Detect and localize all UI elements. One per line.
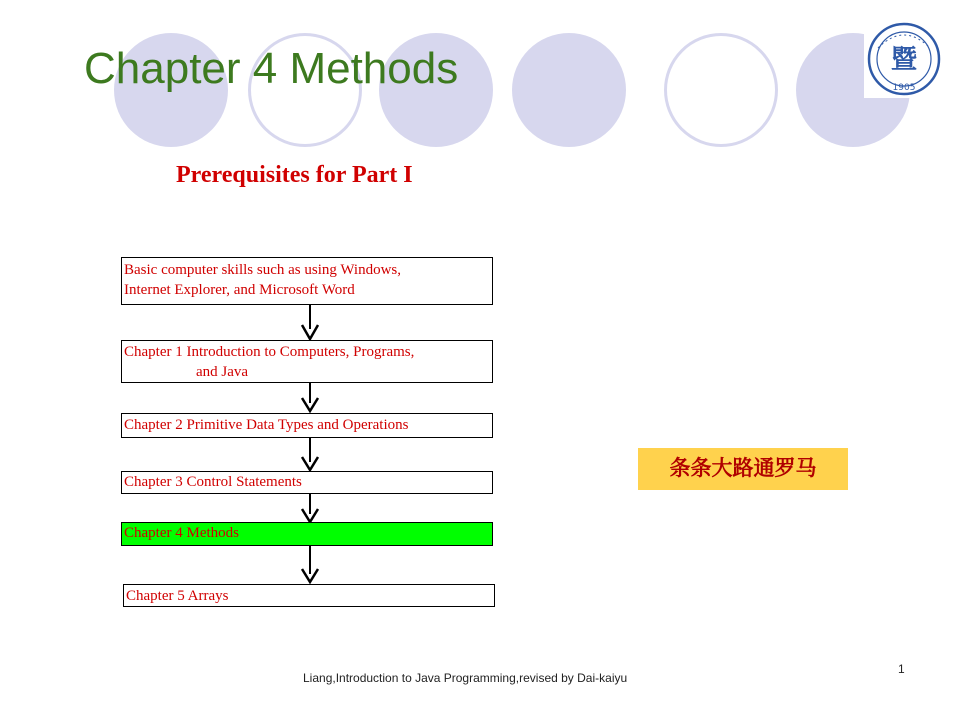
slide-subtitle: Prerequisites for Part I bbox=[176, 162, 413, 188]
decor-circle-5 bbox=[664, 33, 778, 147]
prereq-box-chapter-1 bbox=[121, 340, 493, 383]
prereq-box-basic-skills bbox=[121, 257, 493, 305]
decor-circle-4 bbox=[512, 33, 626, 147]
box-text-line: Internet Explorer, and Microsoft Word bbox=[124, 282, 355, 298]
box-text-line: Chapter 1 Introduction to Computers, Programs, bbox=[124, 344, 415, 360]
motto-banner: 条条大路通罗马 bbox=[638, 448, 848, 490]
box-text-line: and Java bbox=[196, 364, 249, 380]
prereq-box-chapter-2 bbox=[121, 413, 493, 438]
box-text-line: Basic computer skills such as using Windows, bbox=[124, 262, 402, 278]
flow-arrow bbox=[298, 546, 322, 584]
flow-arrow bbox=[298, 383, 322, 413]
slide-footer: Liang,Introduction to Java Programming,revised by Dai-kaiyu bbox=[303, 671, 628, 685]
box-text-line: Chapter 3 Control Statements bbox=[124, 474, 302, 490]
flow-arrow bbox=[298, 494, 322, 524]
box-text-line: Chapter 5 Arrays bbox=[126, 588, 229, 604]
logo-char: 暨 bbox=[890, 45, 918, 75]
flow-arrow bbox=[298, 438, 322, 472]
prereq-box-chapter-5 bbox=[123, 584, 495, 607]
page-number: 1 bbox=[898, 662, 905, 676]
logo-year: 1905 bbox=[892, 83, 916, 93]
box-text-line: Chapter 2 Primitive Data Types and Operations bbox=[124, 417, 409, 433]
university-seal-logo bbox=[864, 20, 944, 98]
slide-title: Chapter 4 Methods bbox=[84, 44, 459, 93]
flow-arrow bbox=[298, 305, 322, 341]
prereq-box-chapter-3 bbox=[121, 471, 493, 494]
box-text-line: Chapter 4 Methods bbox=[124, 525, 239, 541]
prereq-box-chapter-4-current bbox=[121, 522, 493, 546]
